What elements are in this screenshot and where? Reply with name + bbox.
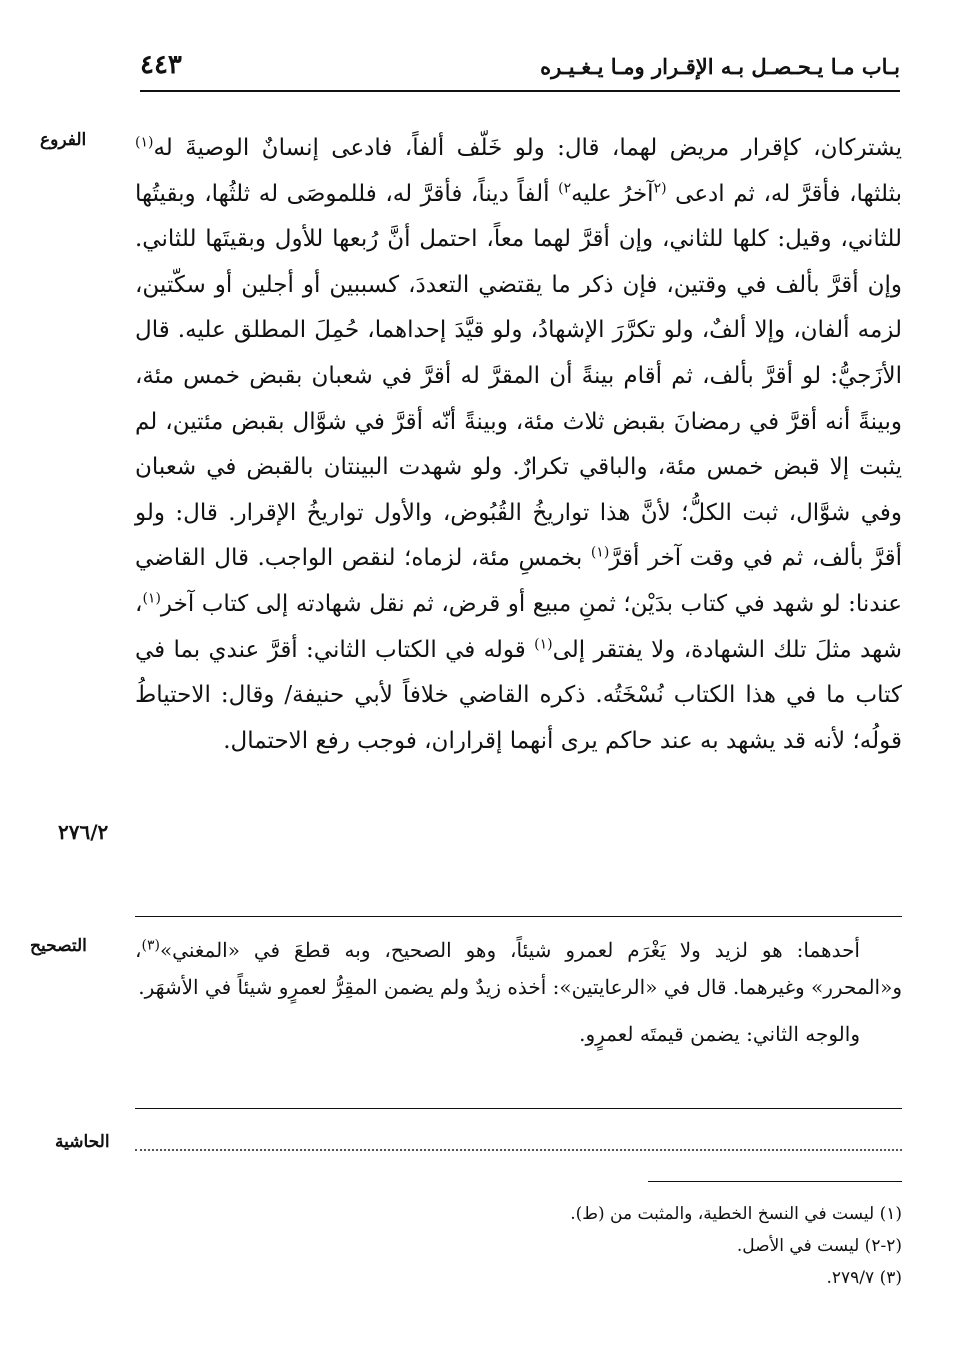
- page-number: ٤٤٣: [140, 50, 182, 80]
- tashih-divider: [135, 916, 902, 917]
- text-segment: أحدهما: هو لزيد ولا يَغْرَم لعمرو شيئاً، وهو الصحيح، وبه قطعَ في «المغني»: [159, 938, 860, 962]
- footnote-item: (١) ليست في النسخ الخطية، والمثبت من (ط).: [570, 1204, 902, 1224]
- footnote-ref: (٣): [141, 937, 160, 954]
- tashih-paragraph: والوجه الثاني: يضمن قيمتَه لعمرٍو.: [579, 1022, 860, 1046]
- footnotes: [300, 1198, 902, 1294]
- hashiya-divider: [135, 1108, 902, 1109]
- side-label-furu: الفروع: [40, 130, 87, 150]
- manuscript-page-ref: ٢٧٦/٢: [58, 820, 109, 844]
- side-label-tashih: التصحيح: [30, 936, 87, 956]
- text-segment: يشتركان، كإقرار مريض لهما، قال: ولو خَلّف ألفاً، فادعى إنسانٌ الوصيةَ له: [153, 135, 902, 161]
- hashiya-dotted-line: [135, 1149, 902, 1151]
- text-segment: ، و«المحرر» وغيرهما. قال في «الرعايتين»: أخذه زيدٌ ولم يضمن المقِرُّ لعمرٍو شيئاً في الأشهَر.: [135, 938, 902, 999]
- side-label-hashiya: الحاشية: [55, 1132, 110, 1152]
- text-segment: ألفاً ديناً، فأقرَّ له، فللموصَى له ثلثُها، وبقيتُها للثاني، وقيل: كلها للثاني، وإن أقرَّ لهما معاً، احتمل أنَّ رُبعها للأول وبقيتَها للثاني. وإن أقرَّ بألف في وقتين، فإن ذكر ما يقتضي التعددَ، كسببين أو أجلين أو سكّتين، لزمه ألفان، وإلا ألفٌ، ولو تكرَّرَ الإشهادُ، ولو قيَّدَ إحداهما، حُمِلَ المطلق عليه. قال الأزَجيُّ: لو أقرَّ بألف، ثم أقام بينةً أن المقرَّ له أقرَّ في شعبان بقبض خمس مئة، وبينةً أنه أقرَّ في رمضانَ بقبض ثلاث مئة، وبينةً أنّه أقرَّ في شوَّال بقبض مئتين، لم يثبت إلا قبض خمس مئة، والباقي تكرارٌ. ولو شهدت البينتان بالقبض في شعبان وفي شوَّال، ثبت الكلُّ؛ لأنَّ هذا تواريخُ القُبُوض، والأول تواريخُ الإقرار. قال: ولو أقرَّ بألف، ثم في وقت آخر أقرَّ: [135, 180, 902, 572]
- main-text: [135, 126, 902, 764]
- footnote-item: (٢-٢) ليست في الأصل.: [736, 1236, 902, 1256]
- text-segment: قوله في الكتاب الثاني: أقرَّ عندي بما في كتاب ما في هذا الكتاب نُسْخَتُه. ذكره القاضي خلافاً لأبي حنيفة/ وقال: الاحتياطُ قولُه؛ لأنه قد يشهد به عند حاكم يرى أنهما إقراران، فوجب رفع الاحتمال.: [135, 636, 902, 754]
- footnote-ref: (١): [142, 590, 161, 607]
- footnote-ref: (٢: [653, 179, 667, 196]
- running-header: [140, 48, 900, 90]
- header-rule: [140, 90, 900, 92]
- footnote-ref: (١): [135, 134, 154, 151]
- footnote-ref: (١): [590, 544, 610, 561]
- footnote-ref: (١): [534, 635, 553, 652]
- text-segment: ، شهد مثلَ تلك الشهادة، ولا يفتقر إلى: [135, 590, 902, 663]
- text-segment: بخمسِ مئة، لزماه؛ لنقص الواجب. قال القاضي عندنا: لو شهد في كتاب بدَيْن؛ ثمنِ مبيع أو قرض، ثم نقل شهادته إلى كتاب آخر: [135, 545, 902, 617]
- tashih-text: [135, 932, 902, 1053]
- footnote-rule: [648, 1181, 902, 1182]
- text-segment: آخرُ عليه: [571, 180, 654, 207]
- main-paragraph: [135, 126, 902, 764]
- footnote-item: (٣) ٢٧٩/٧.: [826, 1268, 902, 1288]
- footnote-ref: ٢): [558, 179, 572, 196]
- tashih-paragraph: [135, 932, 902, 1006]
- chapter-title: بـاب مـا يـحـصـل بـه الإقـرار ومـا يـغـيـره: [540, 54, 900, 79]
- text-segment: بثلثها، فأقرَّ له، ثم ادعى: [666, 180, 903, 207]
